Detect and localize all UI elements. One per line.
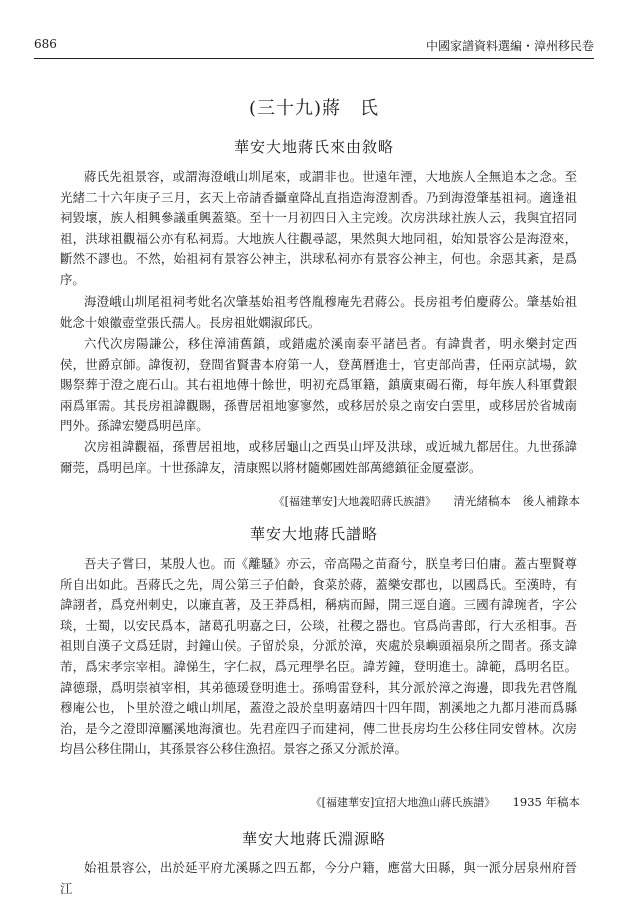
- running-title: 中國家譜資料選編・漳州移民卷: [425, 39, 594, 53]
- page-number: 686: [34, 37, 57, 51]
- source-book-title: 《[福建華安]大地義昭蔣氏族譜》: [273, 495, 437, 508]
- section-title: 華安大地蔣氏譜略: [249, 525, 378, 543]
- paragraph: 海澄峨山圳尾祖祠考妣名次肇基始祖考啓胤穆庵先君蔣公。長房祖考伯慶蔣公。肇基始祖妣念十娘徽壺堂張氏孺人。長房祖妣嫻淑邱氏。: [60, 294, 577, 330]
- header-rule: [34, 58, 594, 59]
- chapter-title: (三十九)蔣 氏: [248, 98, 380, 119]
- paragraph: 次房祖諱觀福，孫曹居祖地，或移居龜山之西吳山坪及洪球，或近城九都居住。九世孫諱爾莞，爲明邑庠。十世孫諱友，清康熙以將材隨鄭國姓部萬總鎮征金厦臺澎。: [60, 439, 577, 475]
- section-title: 華安大地蔣氏淵源略: [241, 830, 386, 848]
- section-title: 華安大地蔣氏來由敘略: [233, 138, 394, 156]
- paragraph: 蔣氏先祖景容，或謂海澄峨山圳尾來，或謂非也。世遠年湮，大地族人全無追本之念。至光緒二十六年庚子三月，玄天上帝請香攝童降乩直指造海澄割香。乃到海澄肇基祖祠。適逢祖祠毀壞，族人相興參議重興蓋築。至十一月初四日入主完竣。次房洪球社族人云，我與宜招同祖，洪球祖觀福公亦有私祠焉。大地族人往觀尋認，果然與大地同祖，始知景容公是海澄來，斷然不謬也。不然，始祖祠有景容公神主，洪球私祠亦有景容公神主，何也。余惡其紊，是爲序。: [60, 169, 577, 287]
- source-note: 1935 年稿本: [512, 795, 580, 809]
- source-book-title: 《[福建華安]宜招大地漁山蔣氏族譜》: [310, 796, 496, 809]
- paragraph: 始祖景容公，出於延平府尤溪縣之四五都，今分户籍，應當大田縣，與一派分居泉州府晉江: [60, 860, 577, 896]
- source-citation: [274, 493, 580, 509]
- paragraph: 吾夫子嘗曰，某殷人也。而《離騷》亦云，帝高陽之苗裔兮，朕皇考曰伯庸。蓋古聖賢尊所自出如此。吾蔣氏之先，周公第三子伯齡，食菜於蔣，蓋樂安郡也，以國爲氏。至漢時，有諱詡者，爲兗州刺史，以廉直著，及王莽爲相，稱病而歸，開三逕自適。三國有諱琬者，字公琰，士蜀，以安民爲本，諸葛孔明嘉之曰，公琰，社稷之器也。官爲尚書郎，行大丞相事。吾祖則自漢子文爲廷尉，封鐘山侯。子留於泉，分派於漳，夾處於泉嶼頭福泉所之間者。孫支諱芾，爲宋孝宗宰相。諱悌生，字仁叔，爲元理學名臣。諱芳鐘，登明進士。諱範，爲明名臣。諱德璟，爲明崇禎宰相，其弟德瑗登明進士。孫鳴雷登科，其分派於漳之海邊，即我先君啓胤穆庵公也，卜里於澄之峨山圳尾，蓋澄之設於皇明嘉靖四十四年間，割溪地之九都月港而爲縣治，是今之澄即漳屬溪地海濱也。先君産四子而建祠，傳二世長房均生公移住同安曾林。次房均昌公移住開山，其孫景容公移住漁招。景容之孫又分派於漳。: [60, 556, 577, 757]
- source-citation: [311, 794, 580, 810]
- paragraph: 六代次房陽謙公，移住漳浦舊鎮，或錯處於溪南泰平諸邑者。有諱貴者，明永樂封定西侯，世爵京師。諱復初，登間省賢書本府第一人，登萬曆進士，官吏部尚書，任兩京試場，欽賜祭葬于澄之鹿石山。其右祖地傳十餘世，明初充爲軍籍，鎮廣東碣石衛，每年族人科軍費銀兩爲軍需。其長房祖諱觀賜，孫曹居祖地寥寥然，或移居於泉之南安白雲里，或移居於省城南門外。孫諱宏變爲明邑庠。: [60, 336, 577, 434]
- page-header: [34, 37, 594, 57]
- source-note: 清光緒稿本 後人補錄本: [453, 494, 580, 508]
